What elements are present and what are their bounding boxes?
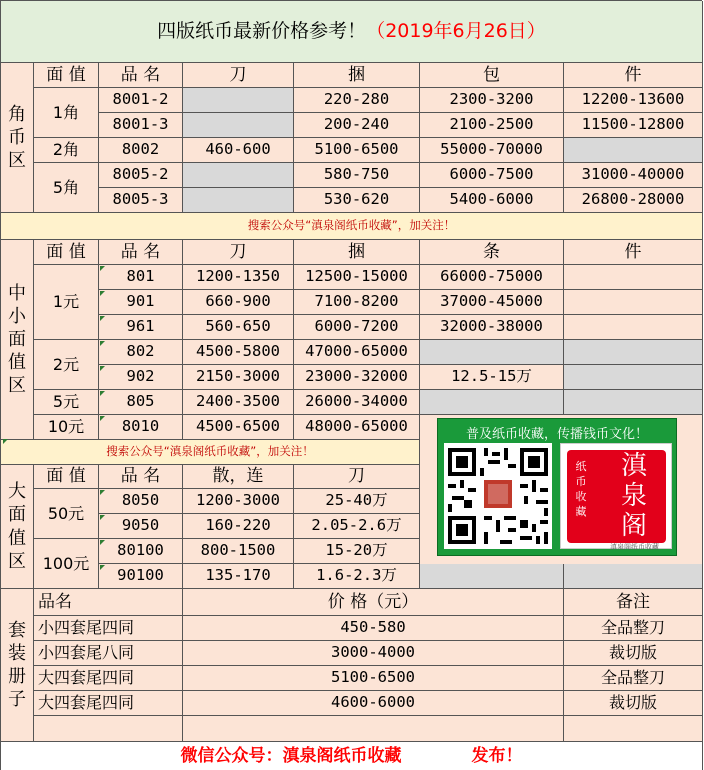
price-cell: 200-240 [294, 113, 420, 138]
price-cell: 1.6-2.3万 [294, 564, 420, 589]
price-cell: 32000-38000 [420, 315, 564, 340]
price-cell: 55000-70000 [420, 138, 564, 163]
empty-cell [564, 315, 703, 340]
price-cell: 1200-1350 [183, 265, 294, 290]
seal-char: 泉 [620, 480, 647, 511]
denom-cell: 100元 [34, 539, 99, 589]
col-header-jian: 件 [564, 240, 703, 265]
note-cell: 全品整刀 [564, 616, 703, 641]
empty-cell [564, 290, 703, 315]
denom-cell: 50元 [34, 489, 99, 539]
price-cell: 15-20万 [294, 539, 420, 564]
page-title [1, 1, 703, 63]
seal-char: 阁 [620, 510, 647, 541]
sets-label-char: 装 [8, 642, 26, 664]
comment-marker [100, 540, 105, 545]
qr-code-graphic [444, 443, 552, 549]
price-cell: 7100-8200 [294, 290, 420, 315]
seal-big-text [607, 452, 661, 542]
price-cell: 2400-3500 [183, 390, 294, 415]
price-cell: 800-1500 [183, 539, 294, 564]
col-header-tiao: 条 [420, 240, 564, 265]
price-cell: 6000-7500 [420, 163, 564, 188]
notice-banner: 搜索公众号“滇泉阁纸币收藏”，加关注！ [1, 440, 420, 465]
col-header-kun: 捆 [294, 240, 420, 265]
price-cell: 6000-7200 [294, 315, 420, 340]
col-header-dao: 刀 [183, 240, 294, 265]
sets-label-char: 册 [8, 666, 26, 687]
set-name-text: 小四套尾八同 [38, 643, 135, 662]
big-label-char: 面 [8, 504, 26, 526]
col-header-kun: 捆 [294, 63, 420, 88]
price-cell: 2100-2500 [420, 113, 564, 138]
price-cell: 12200-13600 [564, 88, 703, 113]
name-cell: 902 [99, 365, 183, 390]
price-cell: 5100-6500 [183, 666, 564, 691]
denom-cell: 5角 [34, 163, 99, 213]
qr-code-icon [444, 443, 552, 549]
price-cell: 3000-4000 [183, 641, 564, 666]
comment-marker [100, 316, 105, 321]
col-header-name: 品 名 [99, 63, 183, 88]
big-label-char: 值 [8, 527, 26, 549]
seal-frame [567, 450, 666, 543]
price-cell: 47000-65000 [294, 340, 420, 365]
col-header-denom: 面 值 [34, 63, 99, 88]
mid-label-char: 值 [8, 352, 26, 374]
title-date: （2019年6月26日） [366, 20, 546, 42]
price-cell: 660-900 [183, 290, 294, 315]
price-cell: 66000-75000 [420, 265, 564, 290]
price-cell: 530-620 [294, 188, 420, 213]
price-cell: 25-40万 [294, 489, 420, 514]
price-cell: 460-600 [183, 138, 294, 163]
note-cell [564, 716, 703, 742]
col-header-san: 散，连 [183, 465, 294, 489]
jiao-label-char: 区 [8, 150, 26, 172]
sets-label-char: 套 [8, 619, 26, 641]
name-cell: 8005-3 [99, 188, 183, 213]
denom-cell: 10元 [34, 415, 99, 440]
denom-cell: 5元 [34, 390, 99, 415]
price-cell: 31000-40000 [564, 163, 703, 188]
seal-small-text [571, 460, 591, 519]
sets-label-char: 子 [8, 689, 26, 711]
sets-section-label [1, 589, 34, 742]
price-cell: 26000-34000 [294, 390, 420, 415]
col-header-name: 品 名 [99, 465, 183, 489]
price-cell: 48000-65000 [294, 415, 420, 440]
seal-char: 纸 [575, 460, 587, 473]
price-cell: 12.5-15万 [420, 365, 564, 390]
price-cell: 580-750 [294, 163, 420, 188]
note-cell: 全品整刀 [564, 666, 703, 691]
seal-logo [560, 443, 672, 549]
comment-marker [100, 490, 105, 495]
col-header-bao: 包 [420, 63, 564, 88]
empty-cell [183, 113, 294, 138]
name-cell: 90100 [99, 564, 183, 589]
set-name-text: 大四套尾四同 [38, 668, 135, 687]
seal-char: 币 [575, 474, 587, 488]
denom-cell: 1元 [34, 265, 99, 340]
mid-label-char: 面 [8, 328, 26, 350]
empty-cell [183, 188, 294, 213]
footer-left: 微信公众号：滇泉阁纸币收藏 [180, 746, 402, 766]
mid-label-char: 区 [8, 375, 26, 397]
set-name-text: 大四套尾四同 [38, 693, 135, 712]
price-cell: 26800-28000 [564, 188, 703, 213]
price-cell: 135-170 [183, 564, 294, 589]
comment-marker [100, 291, 105, 296]
name-cell: 8050 [99, 489, 183, 514]
price-cell [183, 716, 564, 742]
price-cell: 560-650 [183, 315, 294, 340]
price-cell: 220-280 [294, 88, 420, 113]
comment-marker [3, 439, 8, 444]
empty-cell [183, 88, 294, 113]
col-header-note: 备注 [564, 589, 703, 616]
jiao-label-char: 币 [8, 126, 26, 148]
seal-char: 滇 [620, 451, 647, 481]
empty-cell [420, 340, 564, 365]
big-section-label [1, 465, 34, 589]
name-cell: 961 [99, 315, 183, 340]
price-cell: 2.05-2.6万 [294, 514, 420, 539]
price-cell: 12500-15000 [294, 265, 420, 290]
comment-marker [100, 266, 105, 271]
price-cell: 37000-45000 [420, 290, 564, 315]
comment-marker [100, 391, 105, 396]
empty-cell [420, 390, 564, 415]
empty-cell [564, 138, 703, 163]
set-name-text: 小四套尾四同 [38, 618, 135, 637]
comment-marker [100, 341, 105, 346]
empty-cell [183, 163, 294, 188]
name-cell: 8001-2 [99, 88, 183, 113]
note-cell: 裁切版 [564, 691, 703, 716]
price-cell: 2300-3200 [420, 88, 564, 113]
seal-char: 藏 [575, 504, 587, 518]
name-cell: 8010 [99, 415, 183, 440]
col-header-denom: 面 值 [34, 240, 99, 265]
empty-cell [564, 390, 703, 415]
set-name-cell [34, 641, 183, 666]
col-header-price: 价 格（元） [183, 589, 564, 616]
big-label-char: 大 [8, 481, 26, 503]
mid-label-char: 中 [8, 282, 26, 304]
empty-cell [564, 564, 703, 589]
price-cell: 4600-6000 [183, 691, 564, 716]
jiao-label-char: 角 [8, 103, 26, 125]
big-label-char: 区 [8, 550, 26, 572]
watermark: 滇泉阁纸币收藏 [610, 543, 659, 551]
header-text: 品名 [38, 591, 72, 612]
price-cell: 4500-6500 [183, 415, 294, 440]
name-cell: 805 [99, 390, 183, 415]
mid-label-char: 小 [8, 305, 26, 327]
col-header-dao: 刀 [183, 63, 294, 88]
name-cell: 802 [99, 340, 183, 365]
promo-slogan: 普及纸币收藏，传播钱币文化！ [465, 427, 648, 442]
name-cell: 9050 [99, 514, 183, 539]
price-cell: 23000-32000 [294, 365, 420, 390]
empty-cell [420, 564, 564, 589]
price-cell: 5400-6000 [420, 188, 564, 213]
price-cell: 5100-6500 [294, 138, 420, 163]
name-cell: 8005-2 [99, 163, 183, 188]
empty-cell [564, 265, 703, 290]
set-name-cell [34, 691, 183, 716]
name-cell: 801 [99, 265, 183, 290]
set-name-cell [34, 716, 183, 742]
jiao-section-label [1, 63, 34, 213]
empty-cell [564, 365, 703, 390]
price-cell: 2150-3000 [183, 365, 294, 390]
denom-cell: 2角 [34, 138, 99, 163]
footer-right: 发布！ [471, 746, 523, 766]
col-header-name: 品 名 [99, 240, 183, 265]
price-cell: 4500-5800 [183, 340, 294, 365]
comment-marker [100, 366, 105, 371]
col-header-denom: 面 值 [34, 465, 99, 489]
footer-banner [1, 742, 703, 770]
notice-banner: 搜索公众号“滇泉阁纸币收藏”，加关注！ [1, 213, 703, 240]
comment-marker [100, 416, 105, 421]
col-header-set-name [34, 589, 183, 616]
col-header-dao: 刀 [294, 465, 420, 489]
price-cell: 11500-12800 [564, 113, 703, 138]
set-name-cell [34, 616, 183, 641]
price-cell: 160-220 [183, 514, 294, 539]
empty-cell [564, 340, 703, 365]
promo-panel [437, 418, 677, 556]
mid-section-label [1, 240, 34, 440]
comment-marker [100, 565, 105, 570]
name-cell: 8002 [99, 138, 183, 163]
name-cell: 901 [99, 290, 183, 315]
denom-cell: 1角 [34, 88, 99, 138]
set-name-cell [34, 666, 183, 691]
seal-char: 收 [575, 489, 587, 503]
denom-cell: 2元 [34, 340, 99, 390]
name-cell: 80100 [99, 539, 183, 564]
name-cell: 8001-3 [99, 113, 183, 138]
comment-marker [100, 515, 105, 520]
price-cell: 1200-3000 [183, 489, 294, 514]
col-header-jian: 件 [564, 63, 703, 88]
note-cell: 裁切版 [564, 641, 703, 666]
price-cell: 450-580 [183, 616, 564, 641]
title-main: 四版纸币最新价格参考！ [157, 20, 367, 42]
